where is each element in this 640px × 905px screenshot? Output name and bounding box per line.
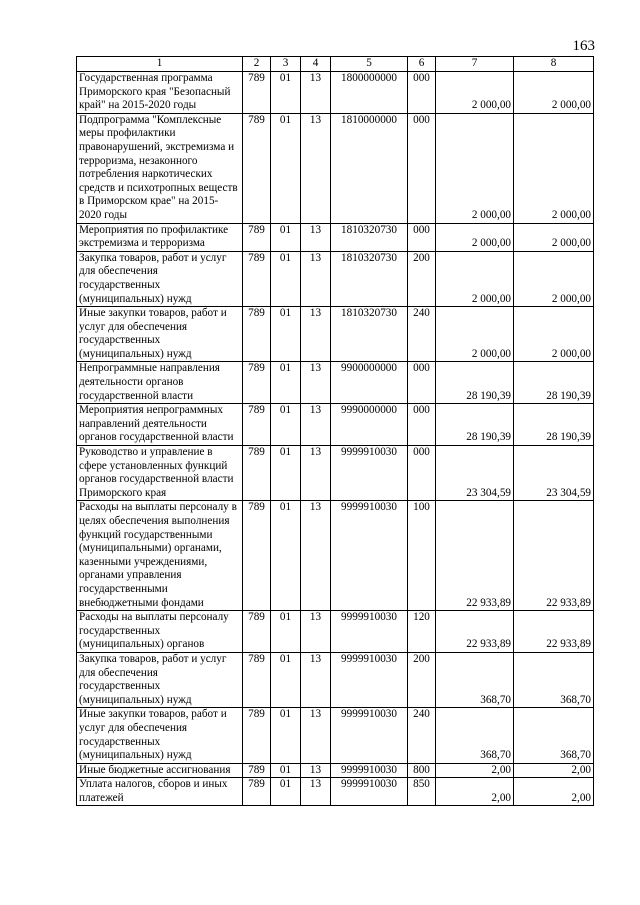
row-ministry-code: 789 (243, 362, 271, 404)
table-row (77, 763, 594, 778)
row-subsection-code: 13 (301, 763, 331, 778)
table-row (77, 501, 594, 611)
table-row (77, 113, 594, 223)
row-subsection-code: 13 (301, 446, 331, 501)
row-target-article: 9999910030 (331, 778, 408, 806)
row-target-article: 1800000000 (331, 72, 408, 114)
row-expense-type: 000 (408, 72, 436, 114)
row-amount-col7: 2 000,00 (436, 307, 514, 362)
row-target-article: 9999910030 (331, 763, 408, 778)
table-row (77, 446, 594, 501)
row-name: Расходы на выплаты персоналу государственных (муниципальных) органов (77, 611, 243, 653)
row-target-article: 1810320730 (331, 307, 408, 362)
row-name: Закупка товаров, работ и услуг для обеспечения государственных (муниципальных) нужд (77, 251, 243, 306)
header-col-3: 3 (271, 57, 301, 72)
row-target-article: 9900000000 (331, 362, 408, 404)
row-amount-col8: 22 933,89 (514, 611, 594, 653)
row-name: Расходы на выплаты персоналу в целях обеспечения выполнения функций государственными (муниципальными) органами, казенными учреждениями, органами управления государственными внебюджетными фондами (77, 501, 243, 611)
row-section-code: 01 (271, 778, 301, 806)
table-row (77, 652, 594, 707)
row-section-code: 01 (271, 611, 301, 653)
row-amount-col7: 22 933,89 (436, 501, 514, 611)
row-expense-type: 000 (408, 113, 436, 223)
row-section-code: 01 (271, 113, 301, 223)
row-amount-col8: 2,00 (514, 778, 594, 806)
row-section-code: 01 (271, 307, 301, 362)
row-subsection-code: 13 (301, 501, 331, 611)
row-ministry-code: 789 (243, 611, 271, 653)
row-expense-type: 240 (408, 708, 436, 763)
row-name: Иные закупки товаров, работ и услуг для обеспечения государственных (муниципальных) нужд (77, 307, 243, 362)
row-expense-type: 000 (408, 404, 436, 446)
budget-table (76, 56, 594, 806)
row-section-code: 01 (271, 652, 301, 707)
row-section-code: 01 (271, 446, 301, 501)
row-amount-col8: 2 000,00 (514, 223, 594, 251)
row-amount-col7: 28 190,39 (436, 404, 514, 446)
row-target-article: 1810320730 (331, 223, 408, 251)
row-subsection-code: 13 (301, 251, 331, 306)
row-expense-type: 240 (408, 307, 436, 362)
row-subsection-code: 13 (301, 307, 331, 362)
row-name: Руководство и управление в сфере установленных функций органов государственной власти Приморского края (77, 446, 243, 501)
row-target-article: 1810000000 (331, 113, 408, 223)
row-name: Подпрограмма "Комплексные меры профилактики правонарушений, экстремизма и терроризма, незаконного потребления наркотических средств и психотропных веществ в Приморском крае" на 2015-2020 годы (77, 113, 243, 223)
row-ministry-code: 789 (243, 307, 271, 362)
row-subsection-code: 13 (301, 223, 331, 251)
table-row (77, 223, 594, 251)
row-section-code: 01 (271, 223, 301, 251)
row-subsection-code: 13 (301, 404, 331, 446)
row-target-article: 9999910030 (331, 652, 408, 707)
table-header-row (77, 57, 594, 72)
table-row (77, 404, 594, 446)
row-ministry-code: 789 (243, 72, 271, 114)
row-amount-col7: 368,70 (436, 708, 514, 763)
row-amount-col8: 368,70 (514, 652, 594, 707)
row-section-code: 01 (271, 404, 301, 446)
table-row (77, 362, 594, 404)
row-section-code: 01 (271, 72, 301, 114)
row-subsection-code: 13 (301, 708, 331, 763)
row-ministry-code: 789 (243, 778, 271, 806)
header-col-5: 5 (331, 57, 408, 72)
row-expense-type: 000 (408, 223, 436, 251)
row-subsection-code: 13 (301, 778, 331, 806)
row-ministry-code: 789 (243, 251, 271, 306)
row-section-code: 01 (271, 501, 301, 611)
row-amount-col7: 368,70 (436, 652, 514, 707)
header-col-7: 7 (436, 57, 514, 72)
table-row (77, 307, 594, 362)
row-ministry-code: 789 (243, 763, 271, 778)
row-amount-col7: 23 304,59 (436, 446, 514, 501)
row-expense-type: 120 (408, 611, 436, 653)
row-name: Иные бюджетные ассигнования (77, 763, 243, 778)
row-section-code: 01 (271, 763, 301, 778)
row-subsection-code: 13 (301, 72, 331, 114)
row-name: Непрограммные направления деятельности органов государственной власти (77, 362, 243, 404)
row-amount-col7: 28 190,39 (436, 362, 514, 404)
row-name: Иные закупки товаров, работ и услуг для обеспечения государственных (муниципальных) нужд (77, 708, 243, 763)
row-amount-col8: 2 000,00 (514, 113, 594, 223)
header-col-4: 4 (301, 57, 331, 72)
row-name: Закупка товаров, работ и услуг для обеспечения государственных (муниципальных) нужд (77, 652, 243, 707)
row-expense-type: 000 (408, 362, 436, 404)
row-section-code: 01 (271, 251, 301, 306)
row-ministry-code: 789 (243, 446, 271, 501)
row-target-article: 9999910030 (331, 611, 408, 653)
row-expense-type: 200 (408, 652, 436, 707)
row-name: Уплата налогов, сборов и иных платежей (77, 778, 243, 806)
row-subsection-code: 13 (301, 611, 331, 653)
row-ministry-code: 789 (243, 113, 271, 223)
header-col-1: 1 (77, 57, 243, 72)
row-amount-col8: 2 000,00 (514, 251, 594, 306)
table-row (77, 72, 594, 114)
table-row (77, 778, 594, 806)
row-target-article: 1810320730 (331, 251, 408, 306)
row-amount-col7: 2,00 (436, 778, 514, 806)
row-expense-type: 200 (408, 251, 436, 306)
row-name: Мероприятия по профилактике экстремизма и терроризма (77, 223, 243, 251)
row-amount-col8: 28 190,39 (514, 362, 594, 404)
row-amount-col7: 22 933,89 (436, 611, 514, 653)
row-amount-col7: 2 000,00 (436, 113, 514, 223)
row-subsection-code: 13 (301, 113, 331, 223)
row-ministry-code: 789 (243, 404, 271, 446)
header-col-2: 2 (243, 57, 271, 72)
row-amount-col8: 368,70 (514, 708, 594, 763)
row-expense-type: 000 (408, 446, 436, 501)
row-ministry-code: 789 (243, 708, 271, 763)
row-ministry-code: 789 (243, 501, 271, 611)
header-col-6: 6 (408, 57, 436, 72)
row-amount-col7: 2 000,00 (436, 223, 514, 251)
row-ministry-code: 789 (243, 652, 271, 707)
row-expense-type: 800 (408, 763, 436, 778)
row-section-code: 01 (271, 708, 301, 763)
table-row (77, 611, 594, 653)
row-target-article: 9999910030 (331, 708, 408, 763)
row-subsection-code: 13 (301, 362, 331, 404)
page-number: 163 (572, 38, 595, 54)
row-amount-col7: 2 000,00 (436, 251, 514, 306)
row-amount-col7: 2,00 (436, 763, 514, 778)
table-row (77, 708, 594, 763)
header-col-8: 8 (514, 57, 594, 72)
row-ministry-code: 789 (243, 223, 271, 251)
row-amount-col8: 2 000,00 (514, 307, 594, 362)
row-expense-type: 850 (408, 778, 436, 806)
row-expense-type: 100 (408, 501, 436, 611)
row-subsection-code: 13 (301, 652, 331, 707)
table-row (77, 251, 594, 306)
row-target-article: 9999910030 (331, 501, 408, 611)
row-amount-col8: 23 304,59 (514, 446, 594, 501)
row-amount-col8: 2 000,00 (514, 72, 594, 114)
row-amount-col8: 2,00 (514, 763, 594, 778)
row-name: Государственная программа Приморского края "Безопасный край" на 2015-2020 годы (77, 72, 243, 114)
row-amount-col7: 2 000,00 (436, 72, 514, 114)
row-amount-col8: 28 190,39 (514, 404, 594, 446)
row-target-article: 9990000000 (331, 404, 408, 446)
row-name: Мероприятия непрограммных направлений деятельности органов государственной власти (77, 404, 243, 446)
row-target-article: 9999910030 (331, 446, 408, 501)
row-section-code: 01 (271, 362, 301, 404)
row-amount-col8: 22 933,89 (514, 501, 594, 611)
